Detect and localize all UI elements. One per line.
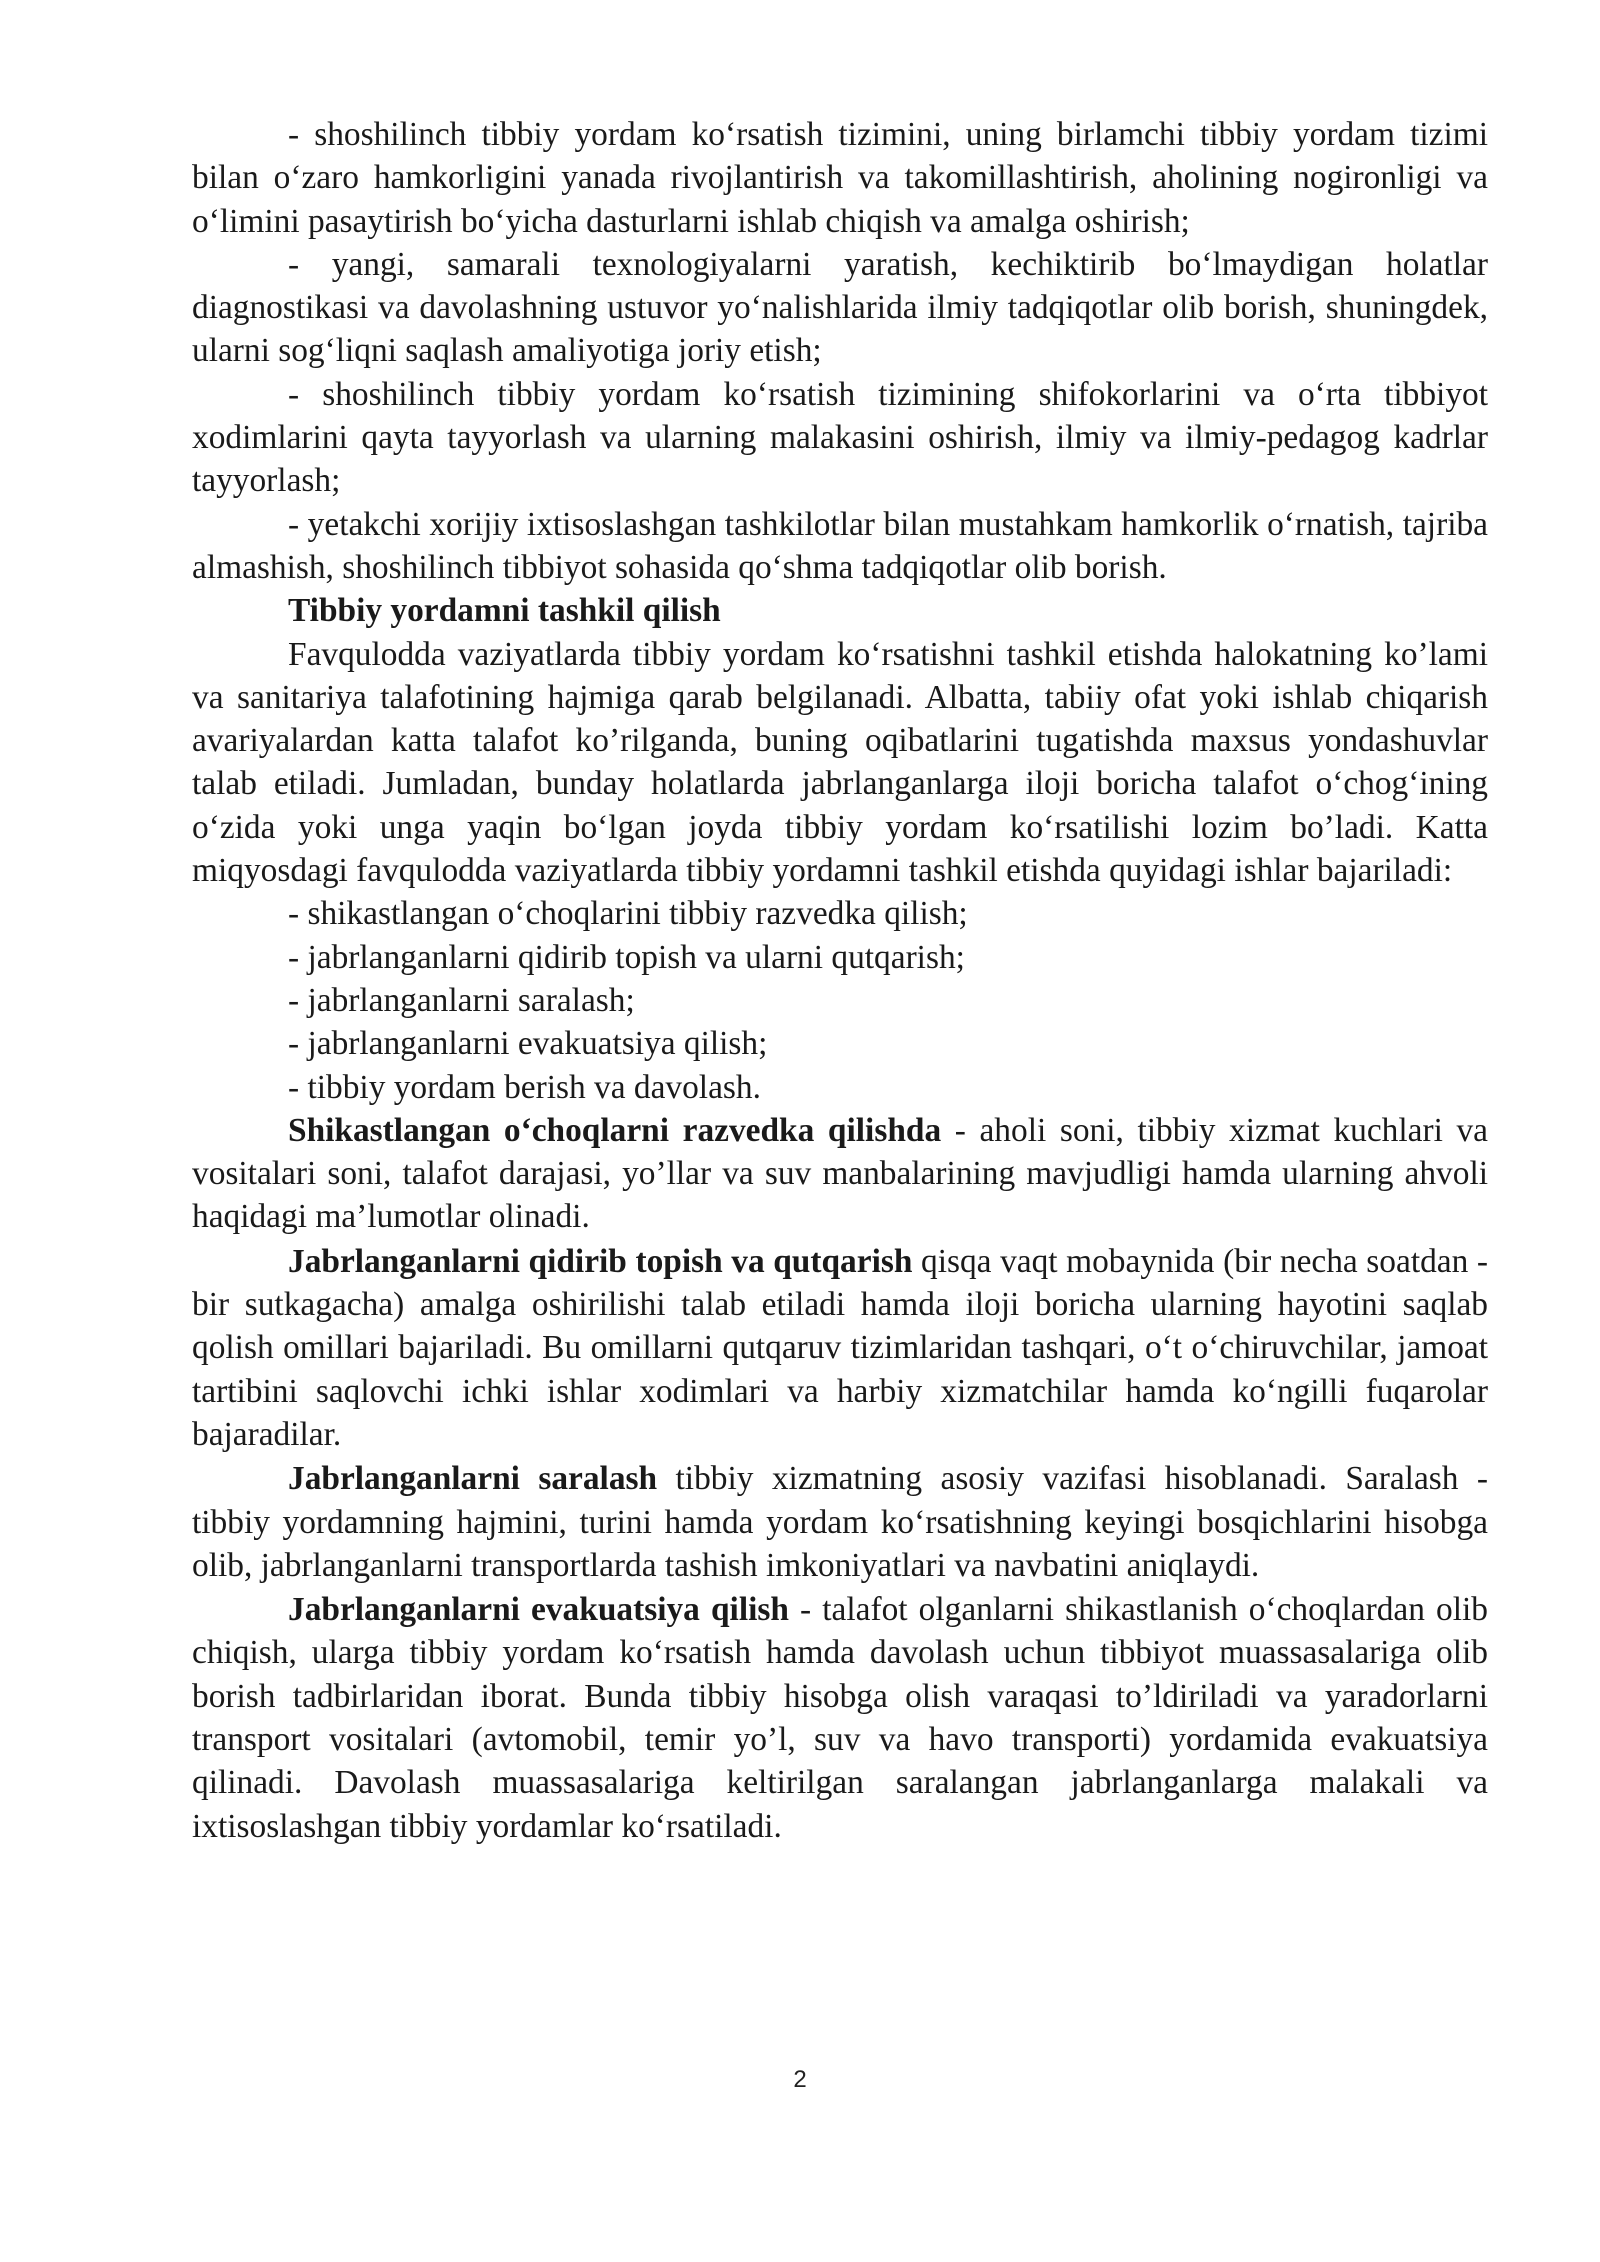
paragraph-list-item-4: - yetakchi xorijiy ixtisoslashgan tashkilotlar bilan mustahkam hamkorlik o‘rnatish, tajriba almashish, shoshilinch tibbiyot sohasida qo‘shma tadqiqotlar olib borish. bbox=[192, 505, 1488, 586]
task-list-item-3: - jabrlanganlarni saralash; bbox=[288, 981, 635, 1019]
section-heading: Tibbiy yordamni tashkil qilish bbox=[288, 592, 721, 630]
task-list-item-1: - shikastlangan o‘choqlarini tibbiy razvedka qilish; bbox=[288, 895, 968, 933]
paragraph-list-item-3: - shoshilinch tibbiy yordam ko‘rsatish tizimining shifokorlarini va o‘rta tibbiyot xodimlarini qayta tayyorlash va ularning malakasini oshirish, ilmiy va ilmiy-pedagog kadrlar tayyorlash; bbox=[192, 375, 1488, 500]
term-search-rescue: Jabrlanganlarni qidirib topish va qutqarish bbox=[288, 1242, 913, 1280]
paragraph-list-item-2: - yangi, samarali texnologiyalarni yaratish, kechiktirib bo‘lmaydigan holatlar diagnostikasi va davolashning ustuvor yo‘nalishlarida ilmiy tadqiqotlar olib borish, shuningdek, ularni sog‘liqni saqlash amaliyotiga joriy etish; bbox=[192, 245, 1488, 370]
definition-search-rescue: qisqa vaqt mobaynida (bir necha soatdan - bir sutkagacha) amalga oshirilishi talab etiladi hamda iloji boricha ularning hayotini saqlab qolish omillari bajariladi. Bu omillarni qutqaruv tizimlaridan tashqari, o‘t o‘chiruvchilar, jamoat tartibini saqlovchi ichki ishlar xodimlari va harbiy xizmatchilar hamda ko‘ngilli fuqarolar bajaradilar. bbox=[192, 1242, 1489, 1453]
section-paragraph-reconnaissance bbox=[192, 1109, 1488, 1239]
definition-evacuation: - talafot olganlarni shikastlanish o‘choqlardan olib chiqish, ularga tibbiy yordam ko‘rsatish hamda davolash uchun tibbiyot muassasalariga olib borish tadbirlaridan iborat. Bunda tibbiy hisobga olish varaqasi to’ldiriladi va yaradorlarni transport vositalari (avtomobil, temir yo’l, suv va havo transporti) yordamida evakuatsiya qilinadi. Davolash muassasalariga keltirilgan saralangan jabrlanganlarga malakali va ixtisoslashgan tibbiy yordamlar ko‘rsatiladi. bbox=[192, 1591, 1488, 1845]
section-paragraph-search-rescue bbox=[192, 1240, 1488, 1456]
document-page bbox=[192, 113, 1488, 1848]
section-paragraph-evacuation bbox=[192, 1588, 1488, 1848]
term-evacuation: Jabrlanganlarni evakuatsiya qilish bbox=[288, 1591, 789, 1629]
page-number: 2 bbox=[793, 2066, 807, 2093]
term-reconnaissance: Shikastlangan o‘choqlarni razvedka qilishda bbox=[288, 1111, 942, 1149]
definition-triage: tibbiy xizmatning asosiy vazifasi hisoblanadi. Saralash - tibbiy yordamning hajmini, turini hamda yordam ko‘rsatishning keyingi bosqichlarini hisobga olib, jabrlanganlarni transportlarda tashish imkoniyatlari va navbatini aniqlaydi. bbox=[192, 1460, 1489, 1584]
definition-reconnaissance: - aholi soni, tibbiy xizmat kuchlari va vositalari soni, talafot darajasi, yo’llar va suv manbalarining mavjudligi hamda ularning ahvoli haqidagi ma’lumotlar olinadi. bbox=[192, 1111, 1488, 1236]
paragraph-list-item-1: - shoshilinch tibbiy yordam ko‘rsatish tizimini, uning birlamchi tibbiy yordam tizimi bilan o‘zaro hamkorligini yanada rivojlantirish va takomillashtirish, aholining nogironligi va o‘limini pasaytirish bo‘yicha dasturlarni ishlab chiqish va amalga oshirish; bbox=[192, 116, 1488, 240]
task-list-item-4: - jabrlanganlarni evakuatsiya qilish; bbox=[288, 1025, 768, 1063]
term-triage: Jabrlanganlarni saralash bbox=[288, 1460, 658, 1498]
task-list-item-2: - jabrlanganlarni qidirib topish va ularni qutqarish; bbox=[288, 938, 965, 976]
task-list-item-5: - tibbiy yordam berish va davolash. bbox=[288, 1068, 761, 1106]
intro-paragraph: Favqulodda vaziyatlarda tibbiy yordam ko‘rsatishni tashkil etishda halokatning ko’lami va sanitariya talafotining hajmiga qarab belgilanadi. Albatta, tabiiy ofat yoki ishlab chiqarish avariyalardan katta talafot ko’rilganda, buning oqibatlarini tugatishda maxsus yondashuvlar talab etiladi. Jumladan, bunday holatlarda jabrlanganlarga iloji boricha talafot o‘chog‘ining o‘zida yoki unga yaqin bo‘lgan joyda tibbiy yordam ko‘rsatilishi lozim bo’ladi. Katta miqyosdagi favqulodda vaziyatlarda tibbiy yordamni tashkil etishda quyidagi ishlar bajariladi: bbox=[192, 635, 1488, 890]
section-paragraph-triage bbox=[192, 1457, 1488, 1587]
